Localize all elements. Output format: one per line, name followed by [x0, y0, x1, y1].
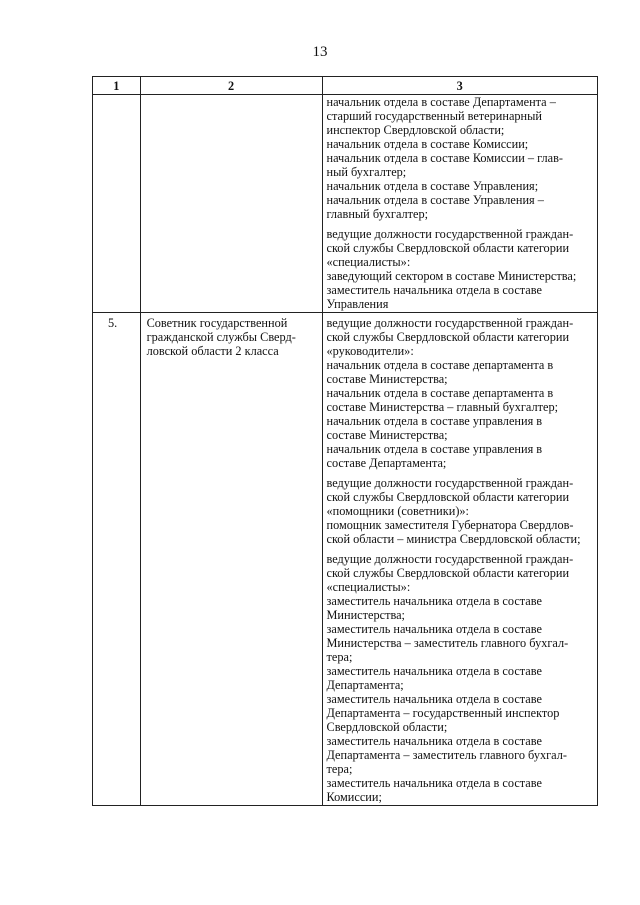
rank-line: Советник государственной [146, 316, 288, 330]
position-line: ведущие должности государственной граждан- [326, 476, 574, 490]
position-line: главный бухгалтер; [326, 207, 429, 221]
position-line: ской службы Свердловской области категории [326, 330, 570, 344]
positions-cell [322, 313, 598, 806]
row-number [93, 95, 141, 313]
position-line: «специалисты»: [326, 580, 411, 594]
position-line: Свердловской области; [326, 720, 448, 734]
position-line: Министерства; [326, 608, 405, 622]
position-line: тера; [326, 762, 353, 776]
position-line: Департамента; [326, 678, 404, 692]
position-line: ведущие должности государственной граждан- [326, 316, 574, 330]
position-line: начальник отдела в составе Комиссии; [326, 137, 529, 151]
position-line: ской области – министра Свердловской области; [326, 532, 581, 546]
header-col-2: 2 [140, 77, 322, 95]
table-body [93, 95, 598, 806]
position-group [327, 227, 595, 311]
position-line: ской службы Свердловской области категории [326, 566, 570, 580]
position-line: заместитель начальника отдела в составе [326, 664, 542, 678]
position-line: начальник отдела в составе управления в [326, 414, 543, 428]
position-group [327, 476, 595, 546]
position-group [327, 552, 595, 804]
position-line: заместитель начальника отдела в составе [326, 776, 542, 790]
positions-cell [322, 95, 598, 313]
position-line: заместитель начальника отдела в составе [326, 283, 542, 297]
rank-line: гражданской службы Сверд- [146, 330, 296, 344]
position-line: ской службы Свердловской области категории [326, 490, 570, 504]
position-line: старший государственный ветеринарный [326, 109, 542, 123]
position-line: Департамента – заместитель главного бухгал- [326, 748, 567, 762]
position-line: «специалисты»: [326, 255, 411, 269]
position-line: составе Министерства; [326, 428, 448, 442]
rank-cell [140, 313, 322, 806]
position-line: заместитель начальника отдела в составе [326, 734, 542, 748]
table-header-row [93, 77, 598, 95]
header-col-3: 3 [322, 77, 598, 95]
position-line: Министерства – заместитель главного бухгал- [326, 636, 569, 650]
position-line: ской службы Свердловской области категории [326, 241, 570, 255]
position-line: составе Министерства; [326, 372, 448, 386]
positions-table [92, 76, 598, 806]
page-number: 13 [312, 44, 328, 60]
position-line: ведущие должности государственной граждан- [326, 552, 574, 566]
rank-line: ловской области 2 класса [146, 344, 279, 358]
position-line: инспектор Свердловской области; [326, 123, 505, 137]
position-line: ведущие должности государственной граждан- [326, 227, 574, 241]
position-group [327, 95, 595, 221]
position-line: заместитель начальника отдела в составе [326, 594, 542, 608]
position-line: заместитель начальника отдела в составе [326, 692, 542, 706]
position-line: Департамента – государственный инспектор [326, 706, 560, 720]
position-line: заведующий сектором в составе Министерства; [326, 269, 577, 283]
position-line: начальник отдела в составе департамента в [326, 386, 554, 400]
position-line: помощник заместителя Губернатора Свердлов- [326, 518, 574, 532]
position-line: составе Департамента; [326, 456, 447, 470]
position-line: составе Министерства – главный бухгалтер; [326, 400, 559, 414]
position-line: начальник отдела в составе управления в [326, 442, 543, 456]
position-line: начальник отдела в составе департамента в [326, 358, 554, 372]
position-line: «помощники (советники)»: [326, 504, 469, 518]
header-col-1: 1 [93, 77, 141, 95]
position-line: Управления [326, 297, 389, 311]
position-line: тера; [326, 650, 353, 664]
position-line: начальник отдела в составе Комиссии – глав- [326, 151, 563, 165]
table-row [93, 95, 598, 313]
rank-cell [140, 95, 322, 313]
position-group [327, 316, 595, 470]
position-line: Комиссии; [326, 790, 382, 804]
position-line: начальник отдела в составе Управления; [326, 179, 539, 193]
position-line: ный бухгалтер; [326, 165, 407, 179]
position-line: заместитель начальника отдела в составе [326, 622, 542, 636]
position-line: «руководители»: [326, 344, 414, 358]
position-line: начальник отдела в составе Управления – [326, 193, 544, 207]
table-row [93, 313, 598, 806]
row-number: 5. [93, 313, 141, 806]
position-line: начальник отдела в составе Департамента – [326, 95, 556, 109]
